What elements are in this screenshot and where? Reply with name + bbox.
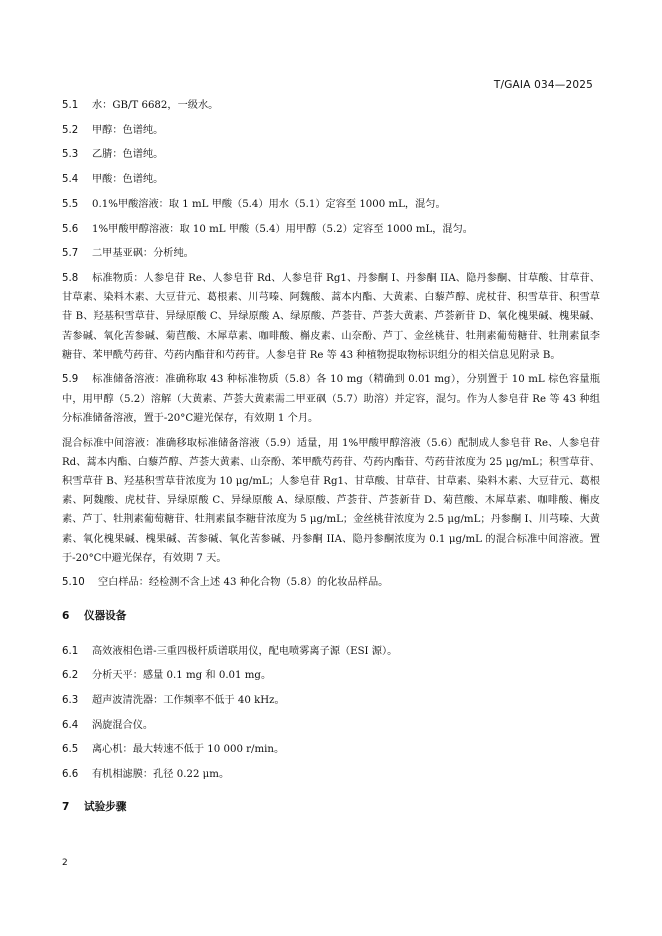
clause-text: 空白样品：经检测不含上述 43 种化合物（5.8）的化妆品样品。 <box>98 577 389 589</box>
clause-text: 分析天平：感量 0.1 mg 和 0.01 mg。 <box>92 670 272 682</box>
clause-6-4 <box>62 716 600 735</box>
section-heading-7 <box>62 798 600 817</box>
clause-number: 6.3 <box>62 695 79 707</box>
clause-number: 6.6 <box>62 769 79 781</box>
clause-text: 涡旋混合仪。 <box>92 719 154 731</box>
clause-text: 水：GB/T 6682，一级水。 <box>92 100 219 111</box>
clause-number: 5.8 <box>62 272 79 284</box>
clause-text: 超声波清洗器：工作频率不低于 40 kHz。 <box>92 695 285 707</box>
clause-5-10 <box>62 573 600 592</box>
clause-number: 6.5 <box>62 744 79 756</box>
clause-number: 5.9 <box>62 374 79 386</box>
clause-6-5 <box>62 740 600 759</box>
clause-6-6 <box>62 765 600 784</box>
page-number: 2 <box>62 858 68 868</box>
clause-number: 5.1 <box>62 100 79 111</box>
clause-text: 有机相滤膜：孔径 0.22 μm。 <box>92 769 230 781</box>
clause-number: 5.7 <box>62 248 79 260</box>
section-title: 仪器设备 <box>84 609 127 622</box>
document-body <box>62 96 600 833</box>
section-heading-6 <box>62 607 600 626</box>
clause-number: 5.10 <box>62 577 85 589</box>
clause-number: 5.4 <box>62 174 79 186</box>
clause-text: 标准物质：人参皂苷 Re、人参皂苷 Rd、人参皂苷 Rg1、丹参酮 I、丹参酮 IIA、隐丹参酮、甘草酸、甘草苷、甘草素、染料木素、大豆苷元、葛根素、川芎嗪、阿魏酸、蒿本内酯、大黄素、白藜芦醇、虎杖苷、积雪草苷、积雪草苷 B、羟基积雪草苷、异绿原酸 C、异绿原酸 A、绿原酸、芦荟苷、芦荟大黄素、芦荟新苷 D、氧化槐果碱、槐果碱、苦参碱、氧化苦参碱、菊苣酸、木犀草素、咖啡酸、槲皮素、山奈酚、芦丁、金丝桃苷、牡荆素葡萄糖苷、牡荆素鼠李糖苷、苯甲酰芍药苷、芍药内酯苷和芍药苷。人参皂苷 Re 等 43 种植物提取物标识组分的相关信息见附录 B。 <box>62 272 600 361</box>
clause-text: 标准储备溶液：准确称取 43 种标准物质（5.8）各 10 mg（精确到 0.01 mg），分别置于 10 mL 棕色容量瓶中，用甲醇（5.2）溶解（大黄素、芦荟大黄素需二甲亚砜（5.7）助溶）并定容，混匀。作为人参皂苷 Re 等 43 种组分标准储备溶液，置于-20°C避光保存，有效期 1 个月。 <box>62 374 600 424</box>
clause-5-2 <box>62 121 600 140</box>
document-id: T/GAIA 034—2025 <box>493 79 593 91</box>
clause-5-3 <box>62 145 600 164</box>
clause-6-3 <box>62 691 600 710</box>
clause-text: 混合标准中间溶液：准确移取标准储备溶液（5.9）适量，用 1%甲酸甲醇溶液（5.6）配制成人参皂苷 Re、人参皂苷 Rd、蒿本内酯、白藜芦醇、芦荟大黄素、山奈酚、苯甲酰芍药苷、芍药内酯苷、芍药苷浓度为 25 μg/mL；积雪草苷、积雪草苷 B、羟基积雪草苷浓度为 10 μg/mL；人参皂苷 Rg1、甘草酸、甘草苷、甘草素、染料木素、大豆苷元、葛根素、阿魏酸、虎杖苷、异绿原酸 C、异绿原酸 A、绿原酸、芦荟苷、芦荟新苷 D、菊苣酸、木犀草素、咖啡酸、槲皮素、芦丁、牡荆素葡萄糖苷、牡荆素鼠李糖苷浓度为 5 μg/mL；金丝桃苷浓度为 2.5 μg/mL；丹参酮 I、川芎嗪、大黄素、氧化槐果碱、槐果碱、苦参碱、氧化苦参碱、丹参酮 IIA、隐丹参酮浓度为 0.1 μg/mL 的混合标准中间溶液。置于-20°C中避光保存，有效期 7 天。 <box>62 437 600 564</box>
clause-number: 5.5 <box>62 198 79 210</box>
clause-6-1 <box>62 642 600 661</box>
clause-number: 5.2 <box>62 124 79 136</box>
section-number: 6 <box>62 609 70 622</box>
clause-number: 5.6 <box>62 223 79 235</box>
clause-5-1 <box>62 96 600 115</box>
clause-text: 甲酸：色谱纯。 <box>92 174 164 186</box>
clause-5-7 <box>62 244 600 263</box>
clause-text: 离心机：最大转速不低于 10 000 r/min。 <box>92 744 285 756</box>
clause-text: 甲醇：色谱纯。 <box>92 124 164 136</box>
clause-text: 乙腈：色谱纯。 <box>92 149 164 161</box>
clause-5-5 <box>62 195 600 214</box>
clause-number: 6.1 <box>62 645 79 657</box>
clause-5-9 <box>62 370 600 428</box>
clause-5-9-mixed-standard <box>62 434 600 568</box>
clause-number: 6.2 <box>62 670 79 682</box>
clause-number: 6.4 <box>62 719 79 731</box>
clause-text: 1%甲酸甲醇溶液：取 10 mL 甲酸（5.4）用甲醇（5.2）定容至 1000 mL，混匀。 <box>92 223 473 235</box>
clause-text: 0.1%甲酸溶液：取 1 mL 甲酸（5.4）用水（5.1）定容至 1000 mL，混匀。 <box>92 198 446 210</box>
clause-6-2 <box>62 666 600 685</box>
clause-5-4 <box>62 170 600 189</box>
section-title: 试验步骤 <box>84 801 127 814</box>
clause-number: 5.3 <box>62 149 79 161</box>
clause-5-6 <box>62 220 600 239</box>
section-number: 7 <box>62 801 70 814</box>
clause-5-8 <box>62 269 600 365</box>
clause-text: 二甲基亚砜：分析纯。 <box>92 248 194 260</box>
clause-text: 高效液相色谱-三重四极杆质谱联用仪，配电喷雾离子源（ESI 源）。 <box>92 645 398 657</box>
